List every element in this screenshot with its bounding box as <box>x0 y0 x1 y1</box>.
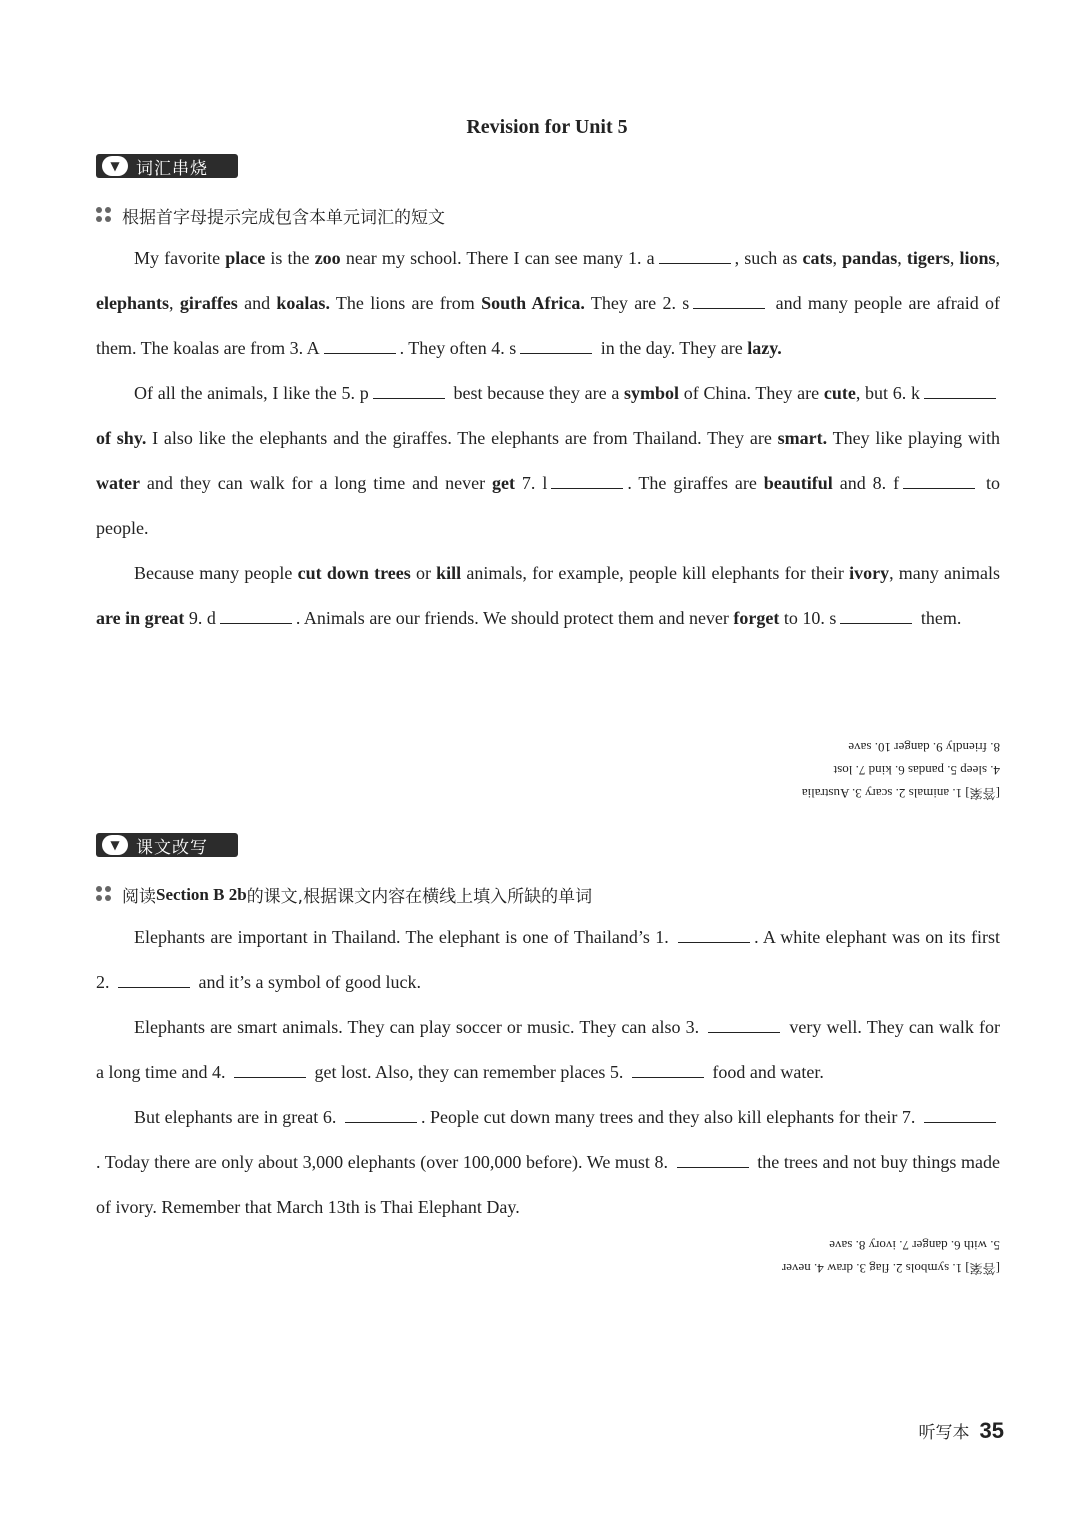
text-run: of China. They are <box>679 383 824 403</box>
page-footer <box>919 1418 1004 1444</box>
banner-label: 课文改写 <box>136 837 208 858</box>
section-banner-rewrite <box>96 833 238 857</box>
answer-blank[interactable] <box>903 470 975 489</box>
bold-vocab: cut down trees <box>297 563 411 583</box>
text-run: , such as <box>734 248 803 268</box>
text-run: and many people are afraid of them. The koalas are from 3. A <box>96 293 1000 358</box>
section-banner-vocabulary <box>96 154 238 178</box>
bold-vocab: of shy. <box>96 428 147 448</box>
answer-blank[interactable] <box>220 605 292 624</box>
text-run: , <box>995 248 1001 268</box>
text-run: get lost. Also, they can remember places 5. <box>309 1062 628 1082</box>
text-run: very well. They can walk for a long time and 4. <box>96 1017 1000 1082</box>
text-run: Elephants are important in Thailand. The elephant is one of Thailand’s 1. <box>134 927 675 947</box>
text-run: food and water. <box>707 1062 824 1082</box>
answer-line: 8. friendly 9. danger 10. save <box>848 740 1000 755</box>
answer-blank[interactable] <box>840 605 912 624</box>
chevron-down-icon: ▼ <box>102 835 128 855</box>
text-run: . Today there are only about 3,000 elephants (over 100,000 before). We must 8. <box>96 1152 673 1172</box>
text-run: They are 2. s <box>584 293 690 313</box>
bold-vocab: smart. <box>777 428 828 448</box>
answer-blank[interactable] <box>632 1059 704 1078</box>
text-run: They like playing with <box>827 428 1000 448</box>
text-run: Because many people <box>134 563 298 583</box>
text-run: , many animals <box>889 563 1001 583</box>
instruction-pre: 阅读 <box>122 887 156 907</box>
answer-blank[interactable] <box>693 290 765 309</box>
bold-vocab: elephants <box>96 293 170 313</box>
text-run: the trees and not buy things made of ivory. Remember that March 13th is Thai Elephant Day. <box>96 1152 1000 1217</box>
bold-vocab: water <box>96 473 140 493</box>
answer-blank[interactable] <box>678 924 750 943</box>
paragraph <box>96 1005 1000 1095</box>
paragraph <box>96 236 1000 371</box>
answer-blank[interactable] <box>324 335 396 354</box>
bold-vocab: ivory <box>849 563 890 583</box>
text-run: The lions are from <box>329 293 482 313</box>
bold-vocab: lions <box>959 248 996 268</box>
answer-line: [答案] 1. animals 2. scary 3. Australia <box>801 786 1000 801</box>
paragraph <box>96 1095 1000 1230</box>
answer-blank[interactable] <box>118 969 190 988</box>
page-number: 35 <box>979 1418 1004 1443</box>
answer-blank[interactable] <box>924 1104 996 1123</box>
instruction-text: 根据首字母提示完成包含本单元词汇的短文 <box>122 208 445 228</box>
text-run: and <box>237 293 277 313</box>
text-run: But elephants are in great 6. <box>134 1107 341 1127</box>
text-run: , but 6. k <box>855 383 920 403</box>
bold-vocab: pandas <box>842 248 898 268</box>
answer-blank[interactable] <box>345 1104 417 1123</box>
paragraph <box>96 915 1000 1005</box>
text-run: , <box>169 293 180 313</box>
paragraph <box>96 551 1000 641</box>
bold-vocab: tigers <box>906 248 950 268</box>
instruction-section-ref: Section B 2b <box>156 884 247 904</box>
text-run: . Animals are our friends. We should protect them and never <box>295 608 734 628</box>
banner-label: 词汇串烧 <box>136 158 208 179</box>
text-run: in the day. They are <box>596 338 748 358</box>
page-title: Revision for Unit 5 <box>466 116 628 138</box>
bold-vocab: place <box>225 248 266 268</box>
text-run: My favorite <box>134 248 226 268</box>
bold-vocab: giraffes <box>179 293 238 313</box>
text-run: , <box>832 248 843 268</box>
text-run: . The giraffes are <box>627 473 764 493</box>
answer-blank[interactable] <box>659 245 731 264</box>
text-run: and 8. f <box>832 473 900 493</box>
text-run: . They often 4. s <box>399 338 517 358</box>
bold-vocab: symbol <box>624 383 680 403</box>
chevron-down-icon: ▼ <box>102 156 128 176</box>
bold-vocab: lazy. <box>747 338 782 358</box>
dots-icon <box>96 886 114 904</box>
text-run: best because they are a <box>448 383 625 403</box>
answer-blank[interactable] <box>551 470 623 489</box>
text-run: near my school. There I can see many 1. a <box>340 248 655 268</box>
text-run: 9. d <box>184 608 216 628</box>
text-run: Of all the animals, I like the 5. p <box>134 383 369 403</box>
bold-vocab: get <box>492 473 515 493</box>
text-run: , <box>949 248 960 268</box>
bold-vocab: koalas. <box>276 293 330 313</box>
bold-vocab: cute <box>823 383 856 403</box>
paragraph <box>96 371 1000 551</box>
bold-vocab: South Africa. <box>481 293 585 313</box>
answer-blank[interactable] <box>520 335 592 354</box>
answer-blank[interactable] <box>234 1059 306 1078</box>
text-run: . People cut down many trees and they also kill elephants for their 7. <box>420 1107 920 1127</box>
answer-blank[interactable] <box>373 380 445 399</box>
text-run: is the <box>265 248 315 268</box>
passage-vocabulary <box>96 236 1000 641</box>
bold-vocab: zoo <box>314 248 341 268</box>
answer-line: 4. sleep 5. pandas 6. kind 7. lost <box>833 763 1000 778</box>
text-run: to 10. s <box>779 608 837 628</box>
answer-blank[interactable] <box>708 1014 780 1033</box>
answer-line: [答案] 1. symbols 2. flag 3. draw 4. never <box>781 1261 1000 1276</box>
bold-vocab: are in great <box>96 608 185 628</box>
text-run: Elephants are smart animals. They can play soccer or music. They can also 3. <box>134 1017 705 1037</box>
text-run: to people. <box>96 473 1000 538</box>
text-run: 7. l <box>514 473 548 493</box>
dots-icon <box>96 207 114 225</box>
footer-label: 听写本 <box>918 1423 970 1443</box>
answer-blank[interactable] <box>924 380 996 399</box>
bold-vocab: kill <box>436 563 462 583</box>
bold-vocab: forget <box>733 608 780 628</box>
text-run: . A white elephant was on its first 2. <box>96 927 1000 992</box>
text-run: and it’s a symbol of good luck. <box>194 972 421 992</box>
instruction-vocabulary <box>96 203 445 228</box>
instruction-post: 的课文,根据课文内容在横线上填入所缺的单词 <box>246 887 593 907</box>
bold-vocab: cats <box>802 248 833 268</box>
bold-vocab: beautiful <box>763 473 833 493</box>
text-run: or <box>410 563 437 583</box>
text-run: , <box>897 248 907 268</box>
passage-rewrite <box>96 915 1000 1230</box>
answer-line: 5. with 6. danger 7. ivory 8. save <box>829 1238 1000 1253</box>
instruction-rewrite <box>96 882 592 907</box>
text-run: and they can walk for a long time and never <box>139 473 492 493</box>
text-run: animals, for example, people kill elephants for their <box>461 563 850 583</box>
answer-key-upside-down <box>96 736 1000 805</box>
text-run: them. <box>916 608 962 628</box>
text-run: I also like the elephants and the giraffes. The elephants are from Thailand. They are <box>146 428 778 448</box>
answer-blank[interactable] <box>677 1149 749 1168</box>
answer-key-upside-down <box>96 1234 1000 1280</box>
